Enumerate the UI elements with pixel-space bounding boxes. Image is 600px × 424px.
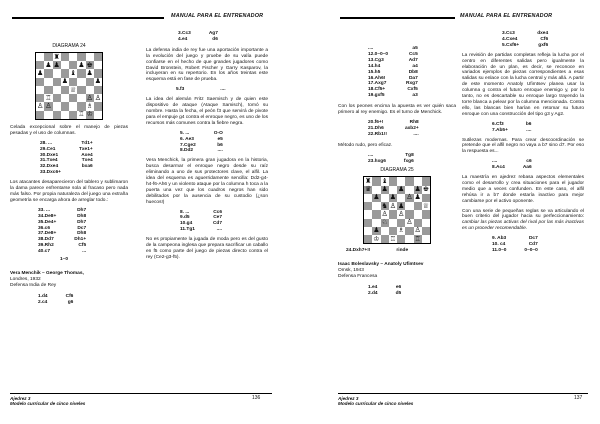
board-square <box>36 111 44 119</box>
board-square <box>69 94 77 102</box>
board-square <box>69 111 77 119</box>
chess-piece-square: ♜ <box>364 176 372 185</box>
move-list <box>176 87 226 93</box>
board-square <box>77 94 85 102</box>
black-move: O-O <box>213 130 223 136</box>
white-move: .... <box>492 159 498 165</box>
black-move: a4 <box>412 63 418 69</box>
board-square <box>86 78 94 86</box>
board-square <box>77 78 85 86</box>
game-place: Omsk, 1943 <box>338 268 364 274</box>
chess-piece-square: ♟ <box>381 185 388 194</box>
chess-piece-square: ♟ <box>36 69 44 78</box>
chess-piece-square: ♟ <box>94 77 102 86</box>
paragraph: No es propiamente la jugada de moda pero es del gusto de la campeona inglesa que prepara sacrificar un caballo en f5 como parte del juego de piezas directo contra el rey (Ce2-g3-f5). <box>146 237 268 260</box>
white-move: 14.h4 <box>368 63 381 69</box>
chess-piece-square: ♙ <box>45 102 52 111</box>
white-move: 3.Cc3 <box>502 31 515 36</box>
white-move: 2.c4 <box>38 299 48 305</box>
chess-piece-square: ♖ <box>414 234 421 243</box>
header-title: MANUAL PARA EL ENTRENADOR <box>460 13 553 19</box>
move-row <box>492 128 531 134</box>
black-move: Rh8 <box>409 119 419 125</box>
white-move: 8.Dd2 <box>180 148 194 154</box>
white-move: 5.f3 <box>176 87 185 93</box>
chess-piece-square: ♔ <box>373 234 380 243</box>
paragraph: Con los peones encima la apuesta es ver quién saca primero al rey enemigo. Es el turno de Menchick. <box>338 104 456 116</box>
game-place: Londres, 1932 <box>10 276 41 282</box>
black-move: Ad7 <box>408 57 418 63</box>
chess-piece-square: ♟ <box>414 185 421 194</box>
white-move: 10.g4 <box>180 221 193 227</box>
chess-piece-square: ♕ <box>422 201 430 210</box>
footer-text <box>10 396 85 407</box>
header-rule <box>340 17 455 19</box>
chess-piece-square: ♚ <box>422 185 430 194</box>
move-row <box>492 248 538 254</box>
chess-piece-square: ♗ <box>86 102 93 111</box>
chess-piece-square: ♛ <box>364 185 372 194</box>
move-list <box>492 159 532 171</box>
header-title: MANUAL PARA EL ENTRENADOR <box>171 13 264 19</box>
chess-piece-square: ♙ <box>406 193 413 202</box>
chess-piece-square: ♟ <box>45 60 52 69</box>
board-square <box>364 202 372 210</box>
paragraph-italic: cambiar las piezas activas del rival por las más inactivas es un proceder recomendable. <box>462 220 584 232</box>
black-move: Da7 <box>408 75 418 81</box>
paragraph: Vera Menchick, la primera gran jugadora en la historia, busca desarmar el enroque negro desde su raíz eliminando a uno de sus protectores clave, el alfil. La idea del esquema es aguerridamente sencilla: Dd2-g4-h4-f6-Ah6 y un violento ataque por la columna h toca a la puerta una vez que los cuadros negros han sido debilitados por la ausencia de su custodio (¿son huecos!) <box>146 158 268 205</box>
white-move: 37.De8+ <box>38 231 57 237</box>
black-move: Cf5 <box>78 243 87 249</box>
black-move: d5 <box>395 290 402 296</box>
white-move: 9.d5 <box>180 215 190 221</box>
left-column-1 <box>10 44 128 305</box>
black-move: Axe4 <box>81 152 93 158</box>
white-move: 39.Rh2 <box>38 243 54 249</box>
chess-piece-square: ♕ <box>69 85 77 94</box>
black-move: Rxg7 <box>406 81 418 87</box>
game-title: Vera Menchik – George Thomas, <box>10 270 84 276</box>
black-move: Dh7 <box>77 207 87 213</box>
white-move: 9. Ab3 <box>492 236 507 242</box>
board-square <box>372 177 380 185</box>
move-list <box>502 31 548 49</box>
game-opening: Defensa India de Rey <box>10 282 57 288</box>
black-move: a3 <box>412 93 418 99</box>
board-square <box>53 86 61 94</box>
right-column-1 <box>338 46 456 297</box>
right-column-2 <box>462 31 584 254</box>
board-square <box>44 78 52 86</box>
chess-piece-square: ♚ <box>86 60 93 69</box>
black-move: Cf6 <box>65 293 74 299</box>
black-move: Dh8 <box>77 213 87 219</box>
move-row <box>180 148 223 154</box>
chess-piece-square: ♟ <box>389 193 397 202</box>
board-square <box>389 219 397 227</box>
black-move: .... <box>413 131 419 137</box>
white-move: 4.e4 <box>178 36 188 42</box>
black-move: b6 <box>525 121 532 127</box>
black-move: Dh7 <box>77 219 87 225</box>
move-row <box>178 37 218 43</box>
diagram-25-title: DIAGRAMA 25 <box>380 167 414 174</box>
footer-line-2: Modelo curricular de cinco niveles <box>338 401 414 407</box>
page-number: 136 <box>252 395 261 401</box>
board-square <box>61 61 69 69</box>
chess-piece-square: ♟ <box>373 193 380 202</box>
board-square <box>44 111 52 119</box>
black-move: Cc6 <box>213 209 222 215</box>
black-move: .... <box>216 227 222 233</box>
footer-line-1: Ajedrez 3 <box>338 396 359 401</box>
white-move: 13.Cg3 <box>368 57 384 63</box>
right-page <box>300 0 600 424</box>
black-move: gxf6 <box>538 42 549 48</box>
board-square <box>381 235 389 243</box>
footer-line-2: Modelo curricular de cinco niveles <box>10 401 86 407</box>
move-list <box>40 141 93 176</box>
board-square <box>94 61 102 69</box>
move-row <box>40 170 93 176</box>
board-square <box>53 102 61 110</box>
white-move: 21.Dh6 <box>368 125 384 131</box>
white-move: 22.Rb1!! <box>368 131 387 137</box>
board-square <box>422 227 430 235</box>
chess-piece-square: ♙ <box>86 93 93 102</box>
move-list <box>180 210 222 234</box>
chess-piece-square: ♖ <box>389 234 397 243</box>
white-move: 33.Dxc6+ <box>40 170 61 176</box>
white-move: .... <box>368 46 374 51</box>
page-number: 137 <box>574 395 583 401</box>
move-list <box>368 153 414 165</box>
board-square <box>389 227 397 235</box>
chess-piece-square: ♙ <box>36 102 44 111</box>
white-move: .... <box>368 152 374 158</box>
paragraph: La defensa india de rey fue una aportación importante a la evolución del juego y pruebe de su valía puede confiarse en el hecho de que grandes jugadores como David Bronstein, Robert Fischer y Garry Kasparov, la incluyeran en su repertorio. En los años treintas este esquema está en fase de prueba. <box>146 47 268 83</box>
black-move: .... <box>526 127 532 133</box>
board-square <box>36 86 44 94</box>
white-move: 5. ... <box>180 130 190 136</box>
white-move: 32.Dxe4 <box>40 164 59 170</box>
move-list <box>492 236 538 254</box>
chess-piece-square: ♟ <box>61 77 69 86</box>
move-list <box>368 285 401 297</box>
chess-piece-square: ♟ <box>397 185 405 194</box>
white-move: 40.c7 <box>38 249 51 255</box>
board-square <box>44 86 52 94</box>
move-list <box>38 208 86 255</box>
black-move: Aa6 <box>522 165 532 171</box>
move-row <box>368 291 401 297</box>
white-move: 31.Txe4 <box>40 158 58 164</box>
board-square <box>422 194 430 202</box>
white-move: 3.Cc3 <box>178 31 191 36</box>
board-square <box>53 94 61 102</box>
board-square <box>372 202 380 210</box>
white-move: 18.Cf5+ <box>368 87 386 93</box>
black-move: Cf6 <box>540 36 549 42</box>
white-move: 11.Tg1 <box>180 227 195 233</box>
white-move: 6. Ae3 <box>180 136 194 142</box>
footer-rule <box>338 393 588 394</box>
white-move: 16.Ah6! <box>368 75 386 81</box>
chess-piece-square: ♙ <box>406 218 413 227</box>
black-move: fxg6 <box>403 158 414 164</box>
white-move: 33. ... <box>38 207 50 213</box>
chess-piece-square: ♔ <box>86 110 93 119</box>
board-square <box>53 78 61 86</box>
white-move: 30.Dxe1 <box>40 152 59 158</box>
move-row <box>180 227 222 233</box>
board-square <box>405 227 413 235</box>
chess-piece-square: ♞ <box>381 201 388 210</box>
black-move: c6 <box>526 159 532 165</box>
black-move <box>79 170 93 176</box>
chess-piece-square: ♙ <box>381 209 388 218</box>
paragraph: Método rudo, pero eficaz. <box>338 142 393 148</box>
board-square <box>381 227 389 235</box>
chess-piece-square: ♘ <box>381 218 388 227</box>
white-move: 1.d4 <box>38 293 48 299</box>
chess-piece-square: ♟ <box>86 69 93 78</box>
board-square <box>94 86 102 94</box>
chess-piece-square: ♖ <box>45 93 52 102</box>
black-move: dxe4 <box>537 31 549 36</box>
board-square <box>53 69 61 77</box>
chess-piece-square: ♗ <box>397 226 405 235</box>
board-square <box>61 102 69 110</box>
chess-piece-square: ♟ <box>53 60 60 69</box>
board-square <box>61 111 69 119</box>
game-title: Isaac Boleslavsky – Anatoly Ufimtsev <box>338 262 424 268</box>
white-move: 8. ... <box>180 209 190 215</box>
white-move: 19.gxf5 <box>368 93 385 99</box>
board-square <box>69 102 77 110</box>
board-square <box>422 210 430 218</box>
final-move: 24.Dxh7+!! <box>346 248 371 254</box>
black-move: a5 <box>412 46 418 51</box>
white-move: 2.d4 <box>368 290 378 296</box>
board-square <box>364 194 372 202</box>
header-rule <box>12 17 164 19</box>
white-move: 12.0–0–0 <box>368 51 389 57</box>
black-move: b6 <box>217 142 223 148</box>
footer-line-1: Ajedrez 3 <box>10 396 31 401</box>
move-row <box>38 300 73 306</box>
black-move: Tg8 <box>405 152 414 158</box>
move-row <box>38 249 86 255</box>
board-square <box>405 177 413 185</box>
black-move: Dc7 <box>77 225 87 231</box>
board-square <box>414 202 422 210</box>
white-move: 38.Dd7 <box>38 237 54 243</box>
white-move: 29.Ce1 <box>40 146 56 152</box>
paragraph: Sutilezas modernas. Para crear descoordinación se pretende que el alfil negro no vaya a b7 sino d7. Por eso la respuesta es... <box>462 137 584 155</box>
board-square <box>397 194 405 202</box>
board-square <box>77 53 85 61</box>
board-square <box>86 86 94 94</box>
move-row <box>492 165 532 171</box>
board-square <box>405 235 413 243</box>
move-list <box>346 248 408 254</box>
black-move: e6 <box>395 284 402 290</box>
chess-piece-square: ♙ <box>414 226 421 235</box>
board-square <box>422 235 430 243</box>
move-list <box>180 131 223 155</box>
white-move: 5.Cxf6+ <box>502 42 520 48</box>
chess-piece-square: ♟ <box>397 201 405 210</box>
chess-board-diagram-25 <box>363 176 431 244</box>
board-square <box>69 53 77 61</box>
board-square <box>364 235 372 243</box>
chess-piece-square: ♜ <box>53 52 60 61</box>
move-list <box>368 46 418 99</box>
black-move: Ce7 <box>213 215 222 221</box>
board-square <box>94 102 102 110</box>
black-move: Cd7 <box>528 242 538 248</box>
black-move: ... <box>82 249 87 255</box>
board-square <box>414 210 422 218</box>
black-move: Cxf5 <box>407 87 418 93</box>
white-move: 8.Ac4 <box>492 165 505 171</box>
white-move: 15.h5 <box>368 69 381 75</box>
black-move: Dh1+ <box>74 237 87 243</box>
black-move: e5 <box>217 136 223 142</box>
diagram-24-title: DIAGRAMA 24 <box>52 43 86 49</box>
chess-piece-square: ♙ <box>397 209 405 218</box>
board-square <box>44 53 52 61</box>
move-row <box>368 159 414 165</box>
footer-rule <box>10 393 272 394</box>
white-move: 36.c6 <box>38 225 51 231</box>
paragraph: La maestría en ajedrez rebasa aspectos elementales como el desarrollo y crea situaciones para el jugador medio que a veces confunden. En este caso, el alfil rehúsa ir a b7 donde estaría inactivo para mejor cambiarse por el activo oponente. <box>462 175 584 204</box>
paragraph <box>462 209 584 233</box>
chess-piece-square: ♙ <box>94 93 102 102</box>
board-square <box>389 210 397 218</box>
paragraph: Los atacantes desaparecieron del tablero y sublimaron la dama parece enfrentarse sola al fracaso pero nada más falso. Por propia naturaleza del juego una extraña geometría se encarga ahora de arreglar todo.: <box>10 180 128 203</box>
game-result: 1–0 <box>59 257 68 263</box>
board-square <box>61 53 69 61</box>
chess-piece-square: ♝ <box>381 176 388 185</box>
move-list <box>492 122 531 134</box>
white-move: 10. c4 <box>492 242 506 248</box>
black-move: d6 <box>212 36 218 42</box>
game-opening: Defensa Francesa <box>338 274 378 280</box>
board-square <box>364 219 372 227</box>
chess-piece-square: ♙ <box>389 201 397 210</box>
board-square <box>77 69 85 77</box>
board-square <box>53 111 61 119</box>
board-square <box>86 53 94 61</box>
black-move: Txe4 <box>81 158 93 164</box>
black-move: Cd7 <box>212 221 222 227</box>
black-move: Dc7 <box>528 236 538 242</box>
board-square <box>61 86 69 94</box>
black-move: Ag7 <box>208 31 218 36</box>
paragraph: La idea del alemán Fritz Saemisch y de quien este dispositivo de ataque (Ataque Samisch), tomó su nombre. Hasta la fecha, el peón f3 que servirá de pivote para el empuje g4 contra el enroque negro, es uno de los recursos más comunes contra la fiebre negra. <box>146 97 268 126</box>
paragraph-text: Con una serie de pequeñas reglas se va articulando el buen criterio del jugador hacia su perfeccionamiento: <box>462 208 584 220</box>
black-move: g6 <box>67 299 74 305</box>
paragraph: La revisión de partidas completas refleja la lucha por el centro en diferentes salidas pero igualmente la elaboración de un plan, es decir, se reconoce en variados ejemplos de piezas correspondientes a esas salidas su enlace con la lucha central y más allá. A partir de este momento Anatoly Ufimtsev planea usar la columna g contra el futuro enroque enemigo y, por lo tanto, no es descartable su enroque largo trayendo la torre blanca a pelear por la columna mencionada. Contra ello, las blancas bien harían en retomar su futuro enroque con una construcción del tipo g3 y Ag2. <box>462 52 584 117</box>
black-move: Dh8 <box>77 231 87 237</box>
board-square <box>44 69 52 77</box>
chess-piece-square: ♝ <box>69 69 77 78</box>
board-square <box>405 202 413 210</box>
white-move: 1.e4 <box>368 284 378 290</box>
white-move: 6.Cf3 <box>492 121 504 127</box>
resigns-label: rinde <box>396 248 409 254</box>
footer-text <box>338 396 413 407</box>
board-square <box>397 235 405 243</box>
white-move: 34.De8+ <box>38 213 57 219</box>
board-square <box>372 210 380 218</box>
board-square <box>422 219 430 227</box>
black-move: axb2+ <box>404 125 419 131</box>
white-move: 35.De4+ <box>38 219 57 225</box>
board-square <box>36 78 44 86</box>
white-move: 7.Ab5+ <box>492 127 508 133</box>
move-row <box>176 87 226 93</box>
board-square <box>381 194 389 202</box>
move-list <box>38 294 73 306</box>
board-square <box>94 111 102 119</box>
chess-piece-square: ♟ <box>78 60 85 69</box>
chess-piece-square: ♖ <box>78 110 85 119</box>
board-square <box>94 53 102 61</box>
chess-board-diagram-24 <box>35 52 103 120</box>
move-list <box>178 31 218 43</box>
board-square <box>69 78 77 86</box>
black-move: Db8 <box>408 69 418 75</box>
white-move: 20.f6+! <box>368 119 384 125</box>
diagram-24-caption: Celada excepcional sobre el manejo de piezas pesadas y el uso de columnas. <box>10 124 128 136</box>
black-move: 0–0–0 <box>524 248 538 253</box>
black-move: Td1+ <box>81 140 93 146</box>
white-move: 11.0–0 <box>492 248 507 253</box>
board-square <box>61 94 69 102</box>
board-square <box>364 210 372 218</box>
white-move: 7.Cge2 <box>180 142 196 148</box>
move-row <box>502 43 548 49</box>
black-move: .... <box>220 87 226 93</box>
black-move: .... <box>217 148 223 154</box>
move-row <box>368 132 419 138</box>
white-move: 28. ... <box>40 140 52 146</box>
black-move: bxa6 <box>81 164 93 170</box>
black-move: Txe1+ <box>78 146 93 152</box>
board-square <box>364 227 372 235</box>
left-column-2 <box>146 31 268 265</box>
move-list <box>368 120 419 138</box>
board-square <box>36 53 44 61</box>
move-row <box>368 93 418 99</box>
white-move: 4.Cxe4 <box>502 36 518 42</box>
white-move: 17.Axg7 <box>368 81 387 87</box>
chess-piece-square: ♟ <box>373 226 380 235</box>
board-square <box>77 86 85 94</box>
board-square <box>389 177 397 185</box>
black-move: Cc5 <box>408 51 418 57</box>
white-move: 23.hxg6 <box>368 158 386 164</box>
chess-piece-square: ♟ <box>414 193 421 202</box>
